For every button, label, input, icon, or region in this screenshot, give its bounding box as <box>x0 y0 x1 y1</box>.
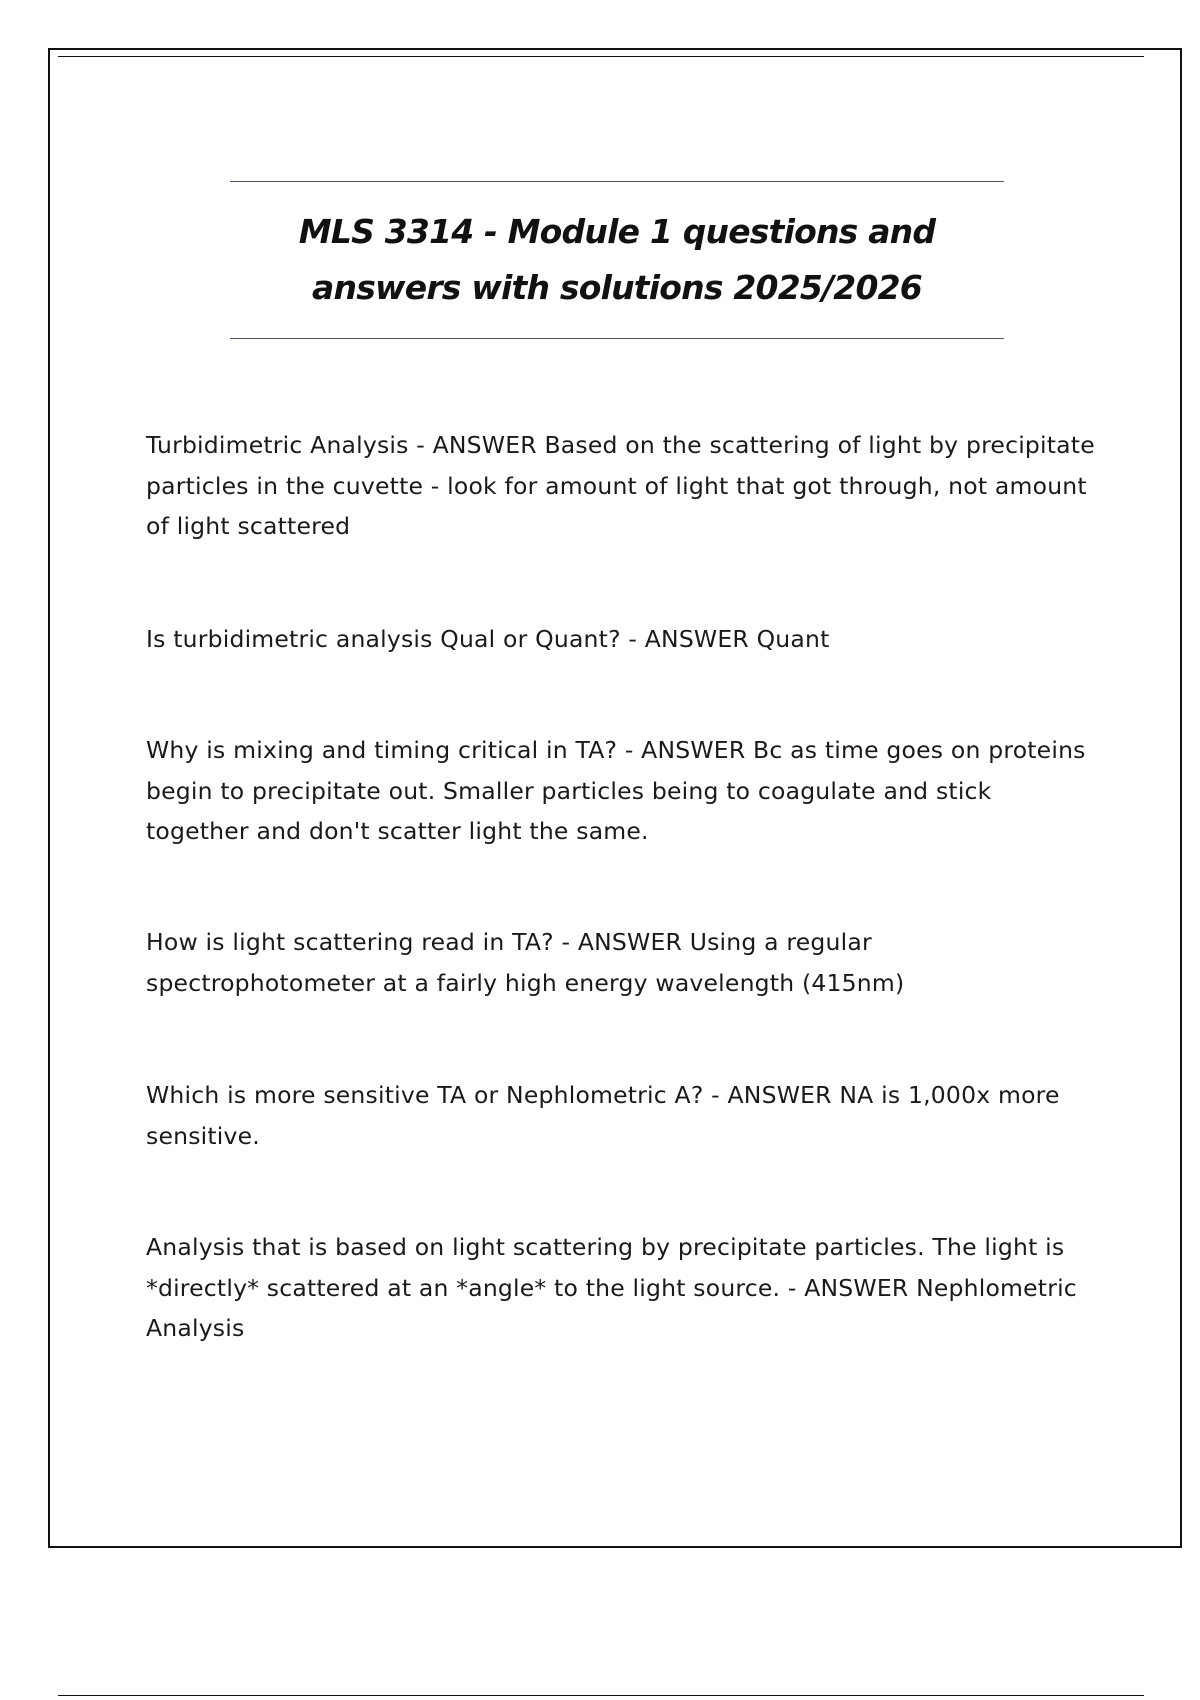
qa-item-qual-or-quant: Is turbidimetric analysis Qual or Quant? - ANSWER Quant <box>146 625 830 653</box>
qa-item-turbidimetric-analysis: Turbidimetric Analysis - ANSWER Based on the scattering of light by precipitate particles in the cuvette - look for amount of light that got through, not amount of light scattered <box>146 431 1095 540</box>
document-title: MLS 3314 - Module 1 questions and answers with solutions 2025/2026 <box>298 212 936 307</box>
qa-item-mixing-and-timing: Why is mixing and timing critical in TA? - ANSWER Bc as time goes on proteins begin to precipitate out. Smaller particles being to coagulate and stick together and don't scatter light the same. <box>146 736 1086 845</box>
title-block <box>230 181 1004 339</box>
qa-item-light-scattering-read: How is light scattering read in TA? - ANSWER Using a regular spectrophotometer at a fairly high energy wavelength (415nm) <box>146 928 905 997</box>
qa-item-nephlometric-analysis: Analysis that is based on light scattering by precipitate particles. The light is *directly* scattered at an *angle* to the light source. - ANSWER Nephlometric Analysis <box>146 1233 1077 1342</box>
bottom-rule <box>58 1695 1144 1696</box>
qa-item-sensitivity: Which is more sensitive TA or Nephlometric A? - ANSWER NA is 1,000x more sensitive. <box>146 1081 1060 1150</box>
top-rule <box>58 56 1144 57</box>
